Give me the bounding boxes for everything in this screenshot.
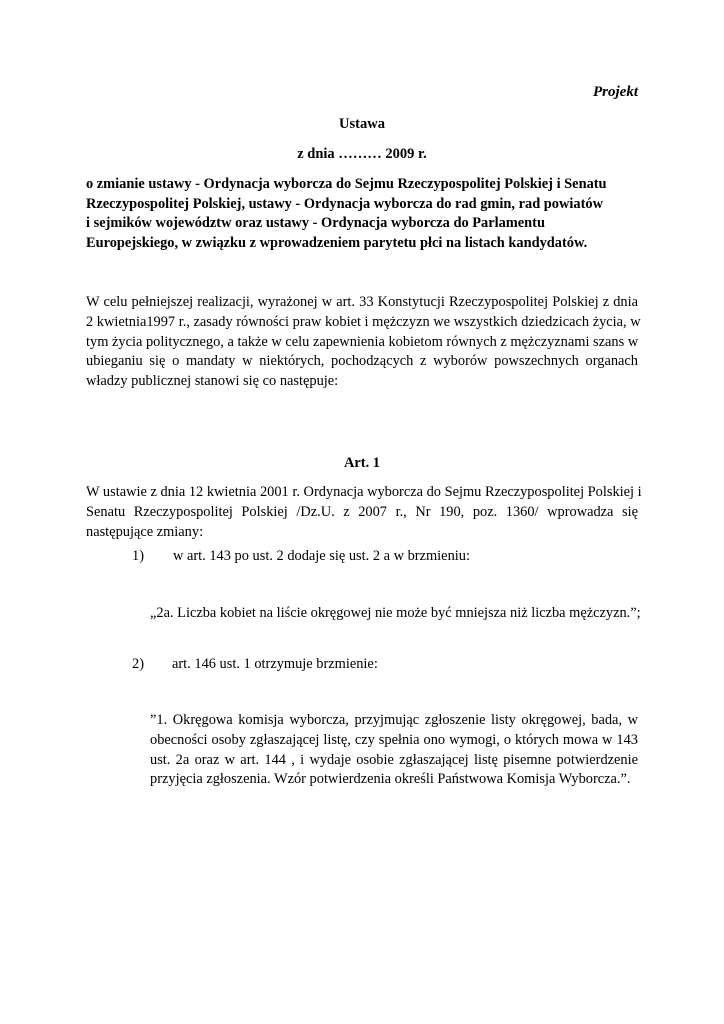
document-type-heading: Ustawa (339, 116, 385, 132)
article-intro (86, 483, 642, 542)
preamble-line: W celu pełniejszej realizacji, wyrażonej w art. 33 Konstytucji Rzeczypospolitej Polskiej z dnia (86, 294, 638, 310)
subject-line: i sejmików województw oraz ustawy - Ordynacja wyborcza do Parlamentu (86, 215, 545, 231)
preamble-line: władzy publicznej stanowi się co następuje: (86, 373, 339, 390)
amendment-quote-2 (150, 711, 638, 790)
article-intro-line: następujące zmiany: (86, 523, 204, 540)
article-intro-line: W ustawie z dnia 12 kwietnia 2001 r. Ordynacja wyborcza do Sejmu Rzeczypospolitej Polskiej i (86, 484, 642, 500)
amendment-quote-line: przyjęcia zgłoszenia. Wzór potwierdzenia określi Państwowa Komisja Wyborcza.”. (150, 771, 631, 788)
amendment-item-number: 2) (132, 656, 144, 672)
draft-label: Projekt (593, 84, 638, 100)
amendment-item-2 (132, 656, 378, 673)
preamble-paragraph (86, 293, 641, 392)
subject-line: Rzeczypospolitej Polskiej, ustawy - Ordynacja wyborcza do rad gmin, rad powiatów (86, 195, 603, 212)
amendment-item-text: w art. 143 po ust. 2 dodaje się ust. 2 a w brzmieniu: (173, 548, 470, 564)
article-title: Art. 1 (344, 455, 380, 471)
amendment-quote-line: ust. 2a oraz w art. 144 , i wydaje osobie zgłaszającej listę pisemne potwierdzenie (150, 751, 638, 768)
subject-line: Europejskiego, w związku z wprowadzeniem parytetu płci na listach kandydatów. (86, 234, 588, 251)
subject-line: o zmianie ustawy - Ordynacja wyborcza do Sejmu Rzeczypospolitej Polskiej i Senatu (86, 176, 607, 192)
preamble-line: tym życia politycznego, a także w celu zapewnienia kobietom równych z mężczyznami szans w (86, 333, 639, 350)
amendment-quote-1: „2a. Liczba kobiet na liście okręgowej nie może być mniejsza niż liczba mężczyzn.”; (150, 605, 641, 621)
document-subject (86, 175, 646, 253)
amendment-item-text: art. 146 ust. 1 otrzymuje brzmienie: (172, 656, 378, 672)
amendment-quote-line: ”1. Okręgowa komisja wyborcza, przyjmując zgłoszenie listy okręgowej, bada, w (150, 712, 638, 728)
article-intro-line: Senatu Rzeczypospolitej Polskiej /Dz.U. z 2007 r., Nr 190, poz. 1360/ wprowadza się (86, 503, 638, 520)
document-date: z dnia ……… 2009 r. (297, 146, 427, 162)
amendment-item-1 (132, 548, 470, 565)
amendment-item-number: 1) (132, 548, 144, 564)
amendment-quote-line: obecności osoby zgłaszającej listę, czy spełnia ono wymogi, o których mowa w 143 (150, 731, 638, 748)
preamble-line: 2 kwietnia1997 r., zasady równości praw kobiet i mężczyzn we wszystkich dziedzicach życia, w (86, 313, 641, 330)
preamble-line: ubieganiu się o mandaty w niektórych, pochodzących z wyborów powszechnych organach (86, 353, 638, 370)
